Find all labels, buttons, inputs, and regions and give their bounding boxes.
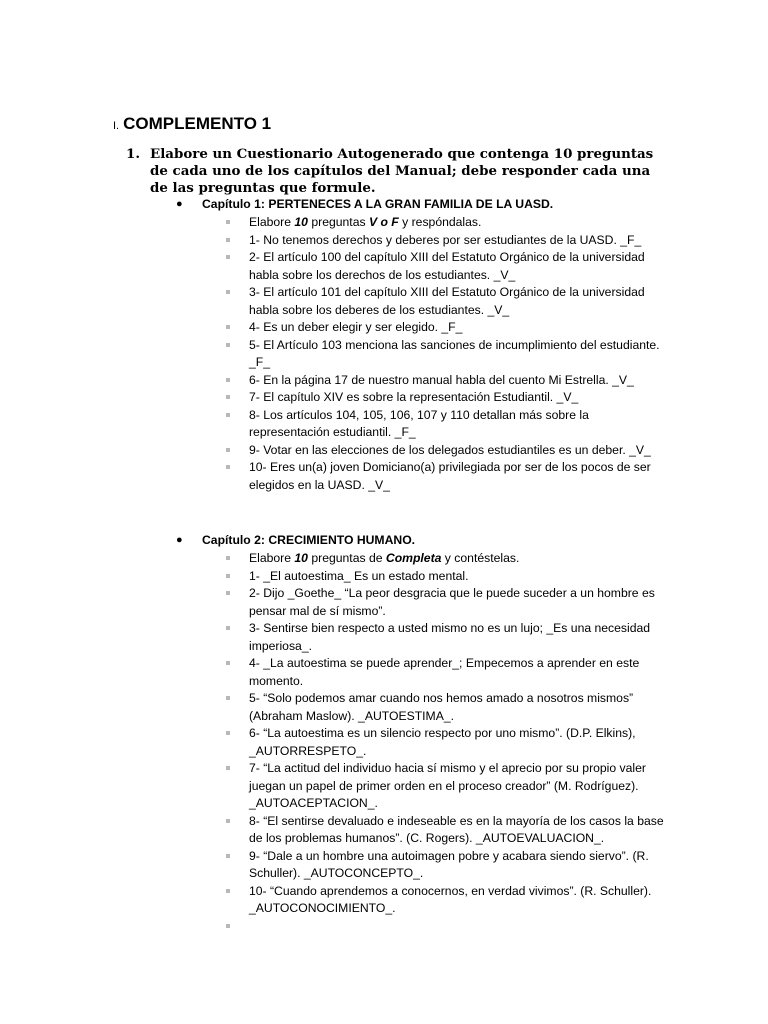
list-item-text: 5- El Artículo 103 menciona las sanciones de incumplimiento del estudiante. _F_ bbox=[249, 337, 660, 369]
list-item bbox=[226, 337, 666, 372]
question-text: Elabore un Cuestionario Autogenerado que contenga 10 preguntas de cada uno de los capítulos del Manual; debe responder cada una de las preguntas que formule. bbox=[150, 146, 654, 196]
chapter-1-list bbox=[226, 214, 666, 494]
list-item bbox=[226, 883, 666, 918]
square-bullet-icon bbox=[226, 889, 230, 893]
list-item-text: 8- “El sentirse devaluado e indeseable es en la mayoría de los casos la base de los problemas humanos”. (C. Rogers). _AUTOEVALUACION_. bbox=[249, 813, 664, 845]
list-item-text: 7- “La actitud del individuo hacia sí mismo y el aprecio por su propio valer juegan un papel de primer orden en el proceso creador” (M. Rodríguez). _AUTOACEPTACION_. bbox=[249, 761, 646, 810]
list-item bbox=[226, 407, 666, 442]
list-item bbox=[226, 690, 666, 725]
square-bullet-icon bbox=[226, 255, 230, 259]
list-item-text: 8- Los artículos 104, 105, 106, 107 y 110 detallan más sobre la representación estudiantil. _F_ bbox=[249, 407, 589, 439]
list-item bbox=[226, 585, 666, 620]
square-bullet-icon bbox=[226, 290, 230, 294]
chapter-2-intro bbox=[226, 550, 666, 568]
square-bullet-icon bbox=[226, 819, 230, 823]
square-bullet-icon bbox=[226, 661, 230, 665]
list-item bbox=[226, 760, 666, 813]
list-item bbox=[226, 848, 666, 883]
list-item bbox=[226, 813, 666, 848]
intro-type: Completa bbox=[385, 551, 442, 565]
heading-roman-numeral: I. bbox=[113, 120, 120, 132]
chapter-2-title: Capítulo 2: CRECIMIENTO HUMANO. bbox=[202, 533, 416, 547]
intro-text: Elabore bbox=[249, 215, 295, 229]
list-item-text: 1- _El autoestima_ Es un estado mental. bbox=[249, 568, 469, 583]
list-item-text: 6- En la página 17 de nuestro manual habla del cuento Mi Estrella. _V_ bbox=[249, 372, 634, 387]
square-bullet-icon bbox=[226, 220, 230, 224]
square-bullet-icon bbox=[226, 591, 230, 595]
square-bullet-icon bbox=[226, 325, 230, 329]
square-bullet-icon bbox=[226, 465, 230, 469]
intro-count: 10 bbox=[294, 215, 308, 229]
intro-text: Elabore bbox=[249, 551, 295, 565]
intro-type: V o F bbox=[368, 215, 399, 229]
question-1 bbox=[126, 146, 666, 197]
square-bullet-icon bbox=[226, 766, 230, 770]
square-bullet-icon bbox=[226, 574, 230, 578]
list-item bbox=[226, 372, 666, 390]
list-item bbox=[226, 249, 666, 284]
square-bullet-icon bbox=[226, 238, 230, 242]
square-bullet-icon bbox=[226, 696, 230, 700]
section-heading bbox=[113, 114, 271, 134]
list-item-text: 2- Dijo _Goethe_ “La peor desgracia que le puede suceder a un hombre es pensar mal de sí mismo”. bbox=[249, 586, 655, 618]
intro-text: y contéstelas. bbox=[441, 551, 520, 565]
list-item bbox=[226, 319, 666, 337]
square-bullet-icon bbox=[226, 556, 230, 560]
question-number: 1. bbox=[126, 146, 140, 162]
list-item-text: 4- Es un deber elegir y ser elegido. _F_ bbox=[249, 320, 463, 334]
square-bullet-icon bbox=[226, 854, 230, 858]
list-item-text: 9- Votar en las elecciones de los delegados estudiantiles es un deber. _V_ bbox=[249, 442, 651, 457]
list-item-text: 10- “Cuando aprendemos a conocernos, en verdad vivimos”. (R. Schuller). _AUTOCONOCIMIENTO_. bbox=[249, 883, 652, 915]
list-item-text: 4- _La autoestima se puede aprender_; Empecemos a aprender en este momento. bbox=[249, 656, 640, 688]
square-bullet-icon bbox=[226, 924, 230, 928]
chapter-1-intro bbox=[226, 214, 666, 232]
list-item-text: 7- El capítulo XIV es sobre la representación Estudiantil. _V_ bbox=[249, 390, 579, 404]
intro-text: preguntas bbox=[307, 215, 369, 229]
square-bullet-icon bbox=[226, 395, 230, 399]
square-bullet-icon bbox=[226, 378, 230, 382]
list-item bbox=[226, 568, 666, 586]
square-bullet-icon bbox=[226, 731, 230, 735]
list-item-text: 1- No tenemos derechos y deberes por ser estudiantes de la UASD. _F_ bbox=[249, 232, 642, 247]
square-bullet-icon bbox=[226, 413, 230, 417]
list-item bbox=[226, 232, 666, 250]
list-item bbox=[226, 442, 666, 460]
intro-text: preguntas de bbox=[307, 551, 386, 565]
list-item-text: 2- El artículo 100 del capítulo XIII del Estatuto Orgánico de la universidad habla sobre los derechos de los estudiantes. _V_ bbox=[249, 250, 645, 282]
bullet-icon: ● bbox=[176, 198, 183, 210]
list-item bbox=[226, 284, 666, 319]
intro-text: y respóndalas. bbox=[398, 215, 482, 229]
list-item-text: 6- “La autoestima es un silencio respecto por uno mismo”. (D.P. Elkins), _AUTORRESPETO_. bbox=[249, 726, 636, 758]
chapter-2-list bbox=[226, 550, 666, 935]
chapter-1-title: Capítulo 1: PERTENECES A LA GRAN FAMILIA DE LA UASD. bbox=[202, 197, 554, 211]
square-bullet-icon bbox=[226, 343, 230, 347]
chapter-1-heading bbox=[176, 196, 676, 214]
chapter-2-heading bbox=[176, 532, 676, 550]
list-item-text: 5- “Solo podemos amar cuando nos hemos amado a nosotros mismos” (Abraham Maslow). _AUTOESTIMA_. bbox=[249, 691, 634, 723]
list-item-text: 3- Sentirse bien respecto a usted mismo no es un lujo; _Es una necesidad imperiosa_. bbox=[249, 621, 651, 653]
list-item-text: 3- El artículo 101 del capítulo XIII del Estatuto Orgánico de la universidad habla sobre los deberes de los estudiantes. _V_ bbox=[249, 285, 645, 317]
intro-count: 10 bbox=[294, 551, 308, 565]
square-bullet-icon bbox=[226, 448, 230, 452]
list-item bbox=[226, 725, 666, 760]
square-bullet-icon bbox=[226, 626, 230, 630]
bullet-icon: ● bbox=[176, 534, 183, 546]
list-item-text: 10- Eres un(a) joven Domiciano(a) privilegiada por ser de los pocos de ser elegidos en la UASD. _V_ bbox=[249, 460, 651, 492]
list-item bbox=[226, 389, 666, 407]
list-item bbox=[226, 655, 666, 690]
list-item-empty bbox=[226, 918, 666, 936]
list-item bbox=[226, 459, 666, 494]
list-item-text: 9- “Dale a un hombre una autoimagen pobre y acabara siendo siervo”. (R. Schuller). _AUTOCONCEPTO_. bbox=[249, 848, 649, 880]
heading-title: COMPLEMENTO 1 bbox=[123, 114, 272, 133]
list-item bbox=[226, 620, 666, 655]
